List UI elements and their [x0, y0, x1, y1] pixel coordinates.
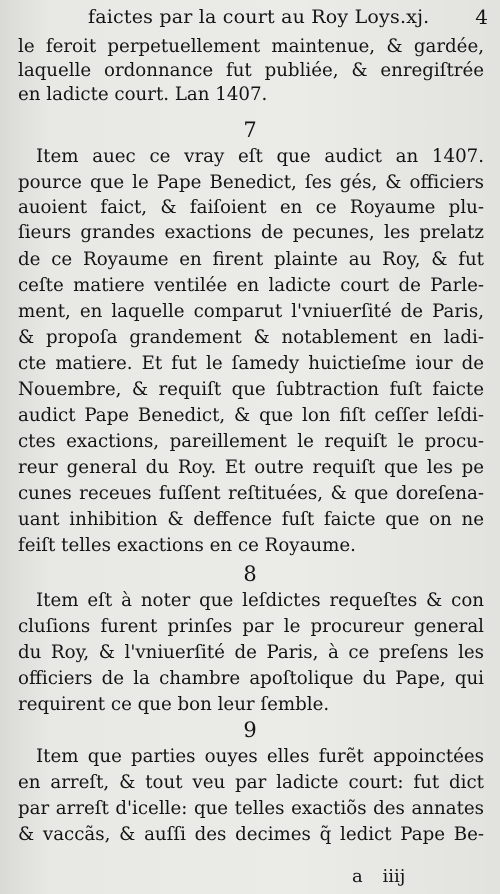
article-9-line: & vaccãs, & auſſi des decimes q̃ ledict Pape Be-	[18, 824, 484, 845]
article-7-line: ctes exactions, pareillement le requiſt le procu-	[18, 431, 484, 452]
text-line: laquelle ordonnance fut publiée, & enregiſtrée	[18, 60, 484, 81]
article-7-line: reur general du Roy. Et outre requiſt que les pe	[18, 457, 484, 478]
article-7-line: Nouembre, & requiſt que ſubtraction fuſt faicte	[18, 379, 484, 400]
article-7-line: de ce Royaume en firent plainte au Roy, & fut	[18, 249, 484, 270]
article-7-line: & propoſa grandement & notablement en ladi-	[18, 327, 484, 348]
text-line: en ladicte court. Lan 1407.	[18, 84, 268, 105]
article-7-line: feiſt telles exactions en ce Royaume.	[18, 535, 356, 556]
text-line: le feroit perpetuellement maintenue, & gardée,	[18, 36, 484, 57]
article-7-line: ceſte matiere ventilée en ladicte court de Parle-	[18, 275, 484, 296]
article-8-line: cluſions furent prinſes par le procureur general	[18, 616, 484, 637]
article-8-line: du Roy, & l'vniuerſité de Paris, à ce preſens les	[18, 642, 484, 663]
article-7-line: ment, en laquelle comparut l'vniuerſité de Paris,	[18, 301, 484, 322]
article-7-line: audict Pape Benedict, & que lon fiſt ceſſer leſdi-	[18, 405, 484, 426]
article-8-line: requirent ce que bon leur ſemble.	[18, 694, 330, 715]
article-9-line: par arreſt d'icelle: que telles exactiõs des annates	[18, 798, 484, 819]
article-7-line: cte matiere. Et fut le ſamedy huictieſme iour de	[18, 353, 484, 374]
article-number-8: 8	[243, 562, 257, 586]
article-9-line: Item que parties ouyes elles furẽt appoinctées	[36, 746, 484, 767]
signature-mark: a iiij	[352, 866, 406, 887]
article-7-line: cunes receues fuſſent reſtituées, & que doreſena-	[18, 483, 484, 504]
article-8-line: officiers de la chambre apoſtolique du Pape, qui	[18, 668, 484, 689]
article-number-9: 9	[243, 718, 257, 742]
article-7-line: auoient faict, & faiſoient en ce Royaume plu-	[18, 197, 484, 218]
page-number: 4	[475, 5, 488, 29]
article-9-line: en arreſt, & tout veu par ladicte court: fut dict	[18, 772, 484, 793]
article-7-line: uant inhibition & deffence fuſt faicte que on ne	[18, 509, 484, 530]
running-header	[88, 6, 488, 28]
article-7-line: Item auec ce vray eſt que audict an 1407.	[36, 146, 484, 167]
article-8-line: Item eſt à noter que leſdictes requeſtes & con	[36, 590, 484, 611]
article-7-line: pource que le Pape Benedict, ſes gés, & officiers	[18, 172, 484, 193]
running-title: faictes par la court au Roy Loys.xj.	[88, 6, 430, 28]
article-7-line: ſieurs grandes exactions de pecunes, les prelatz	[18, 222, 484, 243]
article-number-7: 7	[243, 118, 257, 142]
